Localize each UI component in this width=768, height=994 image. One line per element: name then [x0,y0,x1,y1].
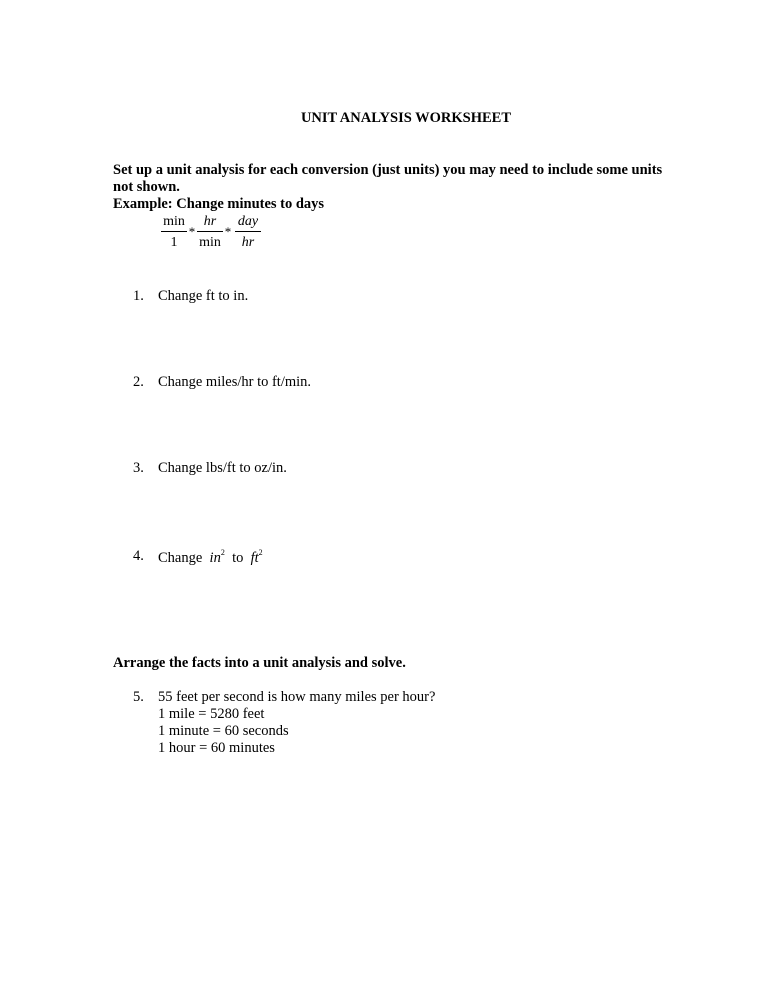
multiply-operator: * [224,223,232,239]
instructions: Set up a unit analysis for each conversion (just units) you may need to include some units not shown. [113,162,663,195]
facts-list [158,706,289,757]
fact-item: 1 minute = 60 seconds [158,723,289,739]
fact-item: 1 mile = 5280 feet [158,706,265,722]
example-label: Example: Change minutes to days [113,196,325,212]
numerator: hr [197,214,223,232]
question-number: 2. [133,374,144,390]
question-text: Change ft to in. [158,288,249,304]
worksheet-title: UNIT ANALYSIS WORKSHEET [300,110,512,126]
fraction-hr-over-min [196,214,224,251]
question-text: Change lbs/ft to oz/in. [158,460,287,476]
question-number: 4. [133,548,144,564]
connector: to [232,550,244,566]
question-text: 55 feet per second is how many miles per hour? [158,689,436,705]
unit-from: in [209,550,221,566]
denominator: min [199,235,221,250]
numerator: min [161,214,187,232]
question-prefix: Change [158,550,203,566]
numerator: day [235,214,261,232]
question-number: 1. [133,288,144,304]
exponent-to: 2 [258,548,263,557]
question-number: 5. [133,689,144,705]
question-number: 3. [133,460,144,476]
multiply-operator: * [188,223,196,239]
fact-item: 1 hour = 60 minutes [158,740,275,756]
unit-to: ft [250,550,259,566]
fraction-day-over-hr [232,214,264,251]
example-unit-analysis [160,214,264,251]
denominator: hr [241,235,255,250]
fraction-min-over-1 [160,214,188,251]
question-text: Change miles/hr to ft/min. [158,374,312,390]
denominator: 1 [170,235,178,250]
section-heading: Arrange the facts into a unit analysis and solve. [113,655,406,671]
question-text [158,548,263,567]
exponent-from: 2 [220,548,225,557]
